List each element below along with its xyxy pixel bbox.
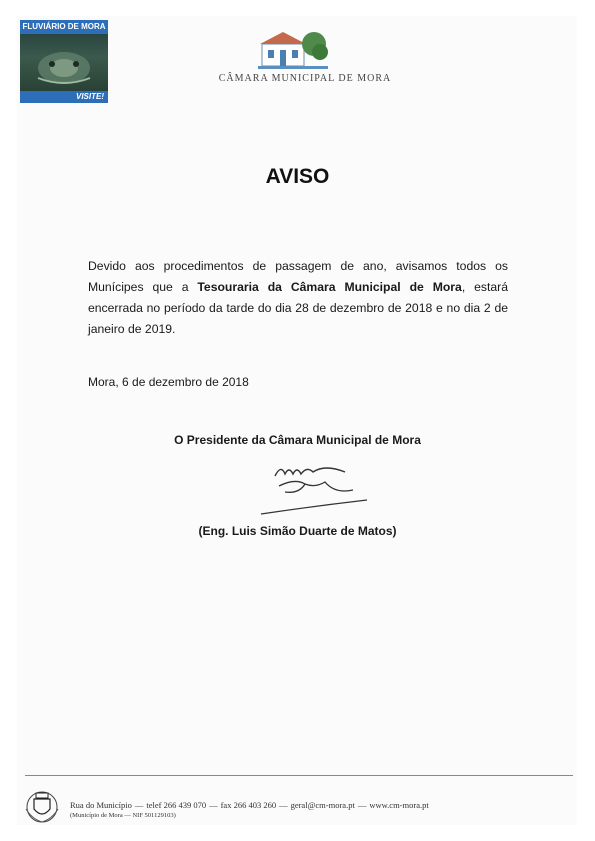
- footer-nif: (Município de Mora — NIF 501129103): [70, 812, 176, 819]
- notice-body-part1: Devido aos procedimentos de passagem de ano, avisamos todos os Munícipes que a: [88, 259, 508, 294]
- banner-visit-label: VISITE!: [20, 91, 108, 103]
- signatory-role: O Presidente da Câmara Municipal de Mora: [174, 433, 421, 447]
- footer-phone: telef 266 439 070: [146, 800, 207, 810]
- banner-title: FLUVIÁRIO DE MORA: [20, 20, 108, 34]
- footer-website-link[interactable]: www.cm-mora.pt: [369, 800, 429, 810]
- fluviario-banner[interactable]: [20, 20, 108, 103]
- municipal-building-logo-icon: [258, 24, 328, 70]
- organization-name: CÂMARA MUNICIPAL DE MORA: [218, 73, 392, 84]
- footer-fax: fax 266 403 260: [220, 800, 277, 810]
- notice-title: AVISO: [265, 165, 330, 188]
- notice-body-part2: , estará encerrada no período da tarde do dia 28 de dezembro de 2018 e no dia 2 de janeiro de 2019.: [88, 280, 508, 336]
- footer-email-link[interactable]: geral@cm-mora.pt: [290, 800, 355, 810]
- footer-contact: Rua do Município — telef 266 439 070 — fax 266 403 260 — geral@cm-mora.pt — www.cm-mora.pt: [70, 800, 429, 810]
- document-page: [17, 16, 577, 825]
- date-line: Mora, 6 de dezembro de 2018: [88, 375, 249, 389]
- footer-address: Rua do Município: [70, 800, 132, 810]
- notice-body: [88, 256, 508, 340]
- coat-of-arms-icon: [22, 789, 62, 825]
- handwritten-signature: [255, 458, 370, 518]
- footer-divider: [25, 775, 573, 776]
- fish-image-icon: [28, 38, 100, 92]
- signatory-name: (Eng. Luis Simão Duarte de Matos): [198, 524, 397, 538]
- notice-body-bold: Tesouraria da Câmara Municipal de Mora: [197, 280, 462, 294]
